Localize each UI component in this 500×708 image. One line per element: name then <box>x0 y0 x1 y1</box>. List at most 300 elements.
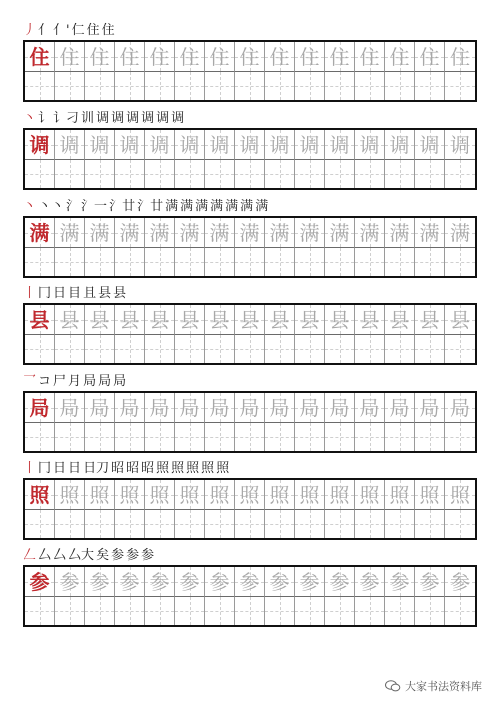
trace-character: 照 <box>359 482 380 507</box>
stroke-step: 亻 <box>38 23 52 38</box>
blank-cell[interactable] <box>145 247 175 276</box>
model-character: 满 <box>29 220 50 245</box>
blank-cell[interactable] <box>265 71 295 100</box>
blank-cell[interactable] <box>415 159 445 188</box>
stroke-step: 满 <box>165 199 179 214</box>
stroke-step: 昭 <box>141 461 155 476</box>
trace-character: 局 <box>59 395 80 420</box>
blank-cell[interactable] <box>325 422 355 451</box>
blank-cell[interactable] <box>205 334 235 363</box>
stroke-step: 日刀 <box>83 461 110 476</box>
trace-character: 照 <box>269 482 290 507</box>
grid-cell <box>175 130 205 159</box>
grid-cell <box>115 480 145 509</box>
blank-cell[interactable] <box>115 422 145 451</box>
blank-cell[interactable] <box>205 596 235 625</box>
stroke-step: 昭 <box>111 461 125 476</box>
grid-cell <box>445 393 475 422</box>
grid-cell <box>115 130 145 159</box>
stroke-step: 参 <box>111 548 125 563</box>
stroke-step: 满 <box>240 199 254 214</box>
stroke-step: 县 <box>98 286 112 301</box>
grid-cell <box>445 218 475 247</box>
grid-cell <box>355 305 385 334</box>
trace-character: 调 <box>179 132 200 157</box>
grid-cell <box>175 567 205 596</box>
trace-character: 局 <box>89 395 110 420</box>
blank-cell[interactable] <box>25 247 55 276</box>
grid-cell <box>385 567 415 596</box>
blank-cell[interactable] <box>235 334 265 363</box>
trace-character: 调 <box>239 132 260 157</box>
grid-cell <box>355 567 385 596</box>
trace-character: 参 <box>119 569 140 594</box>
grid-cell <box>55 42 85 71</box>
trace-character: 参 <box>389 569 410 594</box>
blank-cell[interactable] <box>385 509 415 538</box>
blank-cell[interactable] <box>145 71 175 100</box>
writing-grid <box>23 303 477 365</box>
trace-character: 住 <box>59 44 80 69</box>
blank-cell[interactable] <box>25 509 55 538</box>
stroke-order <box>23 285 477 303</box>
trace-character: 参 <box>419 569 440 594</box>
trace-character: 照 <box>179 482 200 507</box>
blank-cell[interactable] <box>295 509 325 538</box>
blank-cell[interactable] <box>445 247 475 276</box>
stroke-step: 冂 <box>38 461 52 476</box>
blank-cell[interactable] <box>55 71 85 100</box>
trace-character: 照 <box>329 482 350 507</box>
blank-cell[interactable] <box>295 422 325 451</box>
stroke-step: 矣 <box>96 548 110 563</box>
grid-cell <box>295 393 325 422</box>
stroke-step: 局 <box>83 374 97 389</box>
trace-character: 参 <box>329 569 350 594</box>
blank-cell[interactable] <box>55 596 85 625</box>
blank-cell[interactable] <box>325 247 355 276</box>
blank-cell[interactable] <box>235 71 265 100</box>
trace-character: 调 <box>359 132 380 157</box>
blank-cell[interactable] <box>25 71 55 100</box>
stroke-step: 照 <box>186 461 200 476</box>
grid-cell <box>55 305 85 334</box>
practice-block <box>23 110 477 190</box>
trace-character: 局 <box>179 395 200 420</box>
blank-cell[interactable] <box>55 422 85 451</box>
grid-cell <box>115 567 145 596</box>
grid-cell <box>205 305 235 334</box>
grid-cell <box>205 42 235 71</box>
blank-cell[interactable] <box>325 71 355 100</box>
watermark-text: 大家书法资料库 <box>405 680 482 693</box>
practice-block <box>23 547 477 627</box>
stroke-step: 县 <box>113 286 127 301</box>
blank-cell[interactable] <box>175 71 205 100</box>
stroke-step: 昭 <box>126 461 140 476</box>
stroke-step: 照 <box>201 461 215 476</box>
trace-character: 住 <box>149 44 170 69</box>
blank-cell[interactable] <box>175 159 205 188</box>
stroke-step: 参 <box>126 548 140 563</box>
grid-cell <box>85 305 115 334</box>
trace-character: 局 <box>269 395 290 420</box>
blank-cell[interactable] <box>145 422 175 451</box>
blank-cell[interactable] <box>355 596 385 625</box>
blank-cell[interactable] <box>175 422 205 451</box>
grid-cell <box>175 218 205 247</box>
trace-character: 照 <box>209 482 230 507</box>
blank-cell[interactable] <box>175 334 205 363</box>
blank-cell[interactable] <box>85 422 115 451</box>
grid-cell <box>205 218 235 247</box>
blank-cell[interactable] <box>295 71 325 100</box>
stroke-step: 调 <box>156 111 170 126</box>
trace-character: 县 <box>89 307 110 332</box>
blank-cell[interactable] <box>295 334 325 363</box>
trace-character: 照 <box>119 482 140 507</box>
blank-cell[interactable] <box>175 509 205 538</box>
stroke-step: 氵一 <box>81 199 108 214</box>
trace-character: 参 <box>450 569 470 594</box>
stroke-step: 氵 <box>66 199 80 214</box>
blank-cell[interactable] <box>385 71 415 100</box>
trace-character: 满 <box>299 220 320 245</box>
trace-character: 局 <box>450 395 470 420</box>
blank-cell[interactable] <box>235 422 265 451</box>
blank-cell[interactable] <box>355 334 385 363</box>
grid-cell <box>205 480 235 509</box>
grid-cell <box>385 393 415 422</box>
blank-cell[interactable] <box>415 334 445 363</box>
blank-cell[interactable] <box>325 596 355 625</box>
trace-character: 照 <box>450 482 470 507</box>
trace-character: 调 <box>299 132 320 157</box>
blank-cell[interactable] <box>265 596 295 625</box>
blank-cell[interactable] <box>145 334 175 363</box>
trace-character: 满 <box>269 220 290 245</box>
stroke-step: 调 <box>96 111 110 126</box>
blank-cell[interactable] <box>205 71 235 100</box>
trace-character: 满 <box>450 220 470 245</box>
trace-character: 满 <box>359 220 380 245</box>
grid-cell <box>175 480 205 509</box>
blank-cell[interactable] <box>415 596 445 625</box>
blank-cell[interactable] <box>205 422 235 451</box>
stroke-step: 满 <box>210 199 224 214</box>
grid-cell <box>325 567 355 596</box>
blank-cell[interactable] <box>85 247 115 276</box>
trace-character: 调 <box>89 132 110 157</box>
grid-cell <box>145 567 175 596</box>
trace-character: 调 <box>419 132 440 157</box>
blank-cell[interactable] <box>55 509 85 538</box>
blank-cell[interactable] <box>385 596 415 625</box>
grid-cell <box>415 218 445 247</box>
blank-cell[interactable] <box>325 159 355 188</box>
trace-character: 县 <box>149 307 170 332</box>
stroke-step: 氵廿 <box>109 199 136 214</box>
stroke-step: 日 <box>53 286 67 301</box>
stroke-step: 调 <box>111 111 125 126</box>
blank-cell[interactable] <box>355 509 385 538</box>
blank-cell[interactable] <box>355 247 385 276</box>
stroke-step: 住 <box>86 23 100 38</box>
stroke-step: コ <box>38 374 52 389</box>
grid-cell <box>115 393 145 422</box>
writing-grid <box>23 391 477 453</box>
trace-character: 局 <box>119 395 140 420</box>
trace-character: 满 <box>59 220 80 245</box>
grid-cell <box>55 480 85 509</box>
grid-cell <box>355 218 385 247</box>
model-character: 调 <box>29 132 50 157</box>
blank-cell[interactable] <box>415 71 445 100</box>
trace-character: 满 <box>149 220 170 245</box>
blank-cell[interactable] <box>265 159 295 188</box>
grid-cell <box>385 42 415 71</box>
blank-cell[interactable] <box>175 596 205 625</box>
stroke-step: 参 <box>141 548 155 563</box>
stroke-step: 日 <box>68 461 82 476</box>
blank-cell[interactable] <box>265 422 295 451</box>
model-character: 县 <box>29 307 50 332</box>
stroke-step: 乛 <box>23 374 37 389</box>
blank-cell[interactable] <box>55 159 85 188</box>
trace-character: 局 <box>329 395 350 420</box>
model-character: 照 <box>29 482 50 507</box>
blank-cell[interactable] <box>145 596 175 625</box>
stroke-order <box>23 110 477 128</box>
grid-cell <box>415 480 445 509</box>
blank-cell[interactable] <box>115 596 145 625</box>
blank-cell[interactable] <box>175 247 205 276</box>
grid-cell <box>25 480 55 509</box>
blank-cell[interactable] <box>235 509 265 538</box>
blank-cell[interactable] <box>265 509 295 538</box>
blank-cell[interactable] <box>145 509 175 538</box>
grid-cell <box>385 218 415 247</box>
blank-cell[interactable] <box>235 596 265 625</box>
stroke-step: 目 <box>68 286 82 301</box>
blank-cell[interactable] <box>445 422 475 451</box>
writing-grid <box>23 565 477 627</box>
trace-character: 县 <box>299 307 320 332</box>
trace-character: 参 <box>239 569 260 594</box>
grid-cell <box>85 480 115 509</box>
blank-cell[interactable] <box>415 247 445 276</box>
trace-character: 调 <box>149 132 170 157</box>
trace-character: 局 <box>389 395 410 420</box>
practice-block <box>23 198 477 278</box>
grid-cell <box>265 305 295 334</box>
trace-character: 住 <box>209 44 230 69</box>
blank-cell[interactable] <box>385 159 415 188</box>
grid-cell <box>415 305 445 334</box>
grid-cell <box>25 42 55 71</box>
grid-cell <box>25 567 55 596</box>
trace-character: 照 <box>59 482 80 507</box>
stroke-order <box>23 460 477 478</box>
grid-cell <box>25 130 55 159</box>
stroke-step: 照 <box>171 461 185 476</box>
stroke-step: 满 <box>255 199 269 214</box>
grid-cell <box>295 305 325 334</box>
blank-cell[interactable] <box>145 159 175 188</box>
trace-character: 局 <box>419 395 440 420</box>
stroke-step: 住 <box>101 23 115 38</box>
blank-cell[interactable] <box>325 334 355 363</box>
blank-cell[interactable] <box>115 509 145 538</box>
blank-cell[interactable] <box>445 334 475 363</box>
trace-character: 局 <box>239 395 260 420</box>
trace-character: 县 <box>419 307 440 332</box>
trace-character: 参 <box>269 569 290 594</box>
model-character: 住 <box>29 44 50 69</box>
grid-cell <box>355 480 385 509</box>
blank-cell[interactable] <box>415 509 445 538</box>
trace-character: 住 <box>419 44 440 69</box>
trace-character: 局 <box>359 395 380 420</box>
trace-character: 满 <box>389 220 410 245</box>
trace-character: 满 <box>89 220 110 245</box>
practice-block <box>23 460 477 540</box>
writing-grid <box>23 478 477 540</box>
blank-cell[interactable] <box>25 422 55 451</box>
grid-cell <box>445 480 475 509</box>
trace-character: 调 <box>59 132 80 157</box>
grid-cell <box>415 42 445 71</box>
trace-character: 县 <box>269 307 290 332</box>
grid-cell <box>85 567 115 596</box>
blank-cell[interactable] <box>115 247 145 276</box>
grid-cell <box>325 305 355 334</box>
grid-cell <box>325 42 355 71</box>
grid-cell <box>175 393 205 422</box>
grid-cell <box>265 42 295 71</box>
grid-cell <box>325 393 355 422</box>
stroke-step: 调 <box>171 111 185 126</box>
blank-cell[interactable] <box>355 71 385 100</box>
stroke-step: 丶 <box>23 199 37 214</box>
trace-character: 县 <box>450 307 470 332</box>
blank-cell[interactable] <box>445 71 475 100</box>
blank-cell[interactable] <box>295 596 325 625</box>
blank-cell[interactable] <box>85 596 115 625</box>
blank-cell[interactable] <box>205 247 235 276</box>
blank-cell[interactable] <box>265 334 295 363</box>
blank-cell[interactable] <box>55 334 85 363</box>
blank-cell[interactable] <box>85 509 115 538</box>
trace-character: 局 <box>299 395 320 420</box>
grid-cell <box>265 130 295 159</box>
blank-cell[interactable] <box>355 422 385 451</box>
stroke-order <box>23 22 477 40</box>
stroke-step: 丨 <box>23 286 37 301</box>
blank-cell[interactable] <box>25 159 55 188</box>
trace-character: 照 <box>149 482 170 507</box>
blank-cell[interactable] <box>265 247 295 276</box>
stroke-step: 丨 <box>23 461 37 476</box>
writing-grid <box>23 216 477 278</box>
stroke-step: 亻' <box>53 23 70 38</box>
blank-cell[interactable] <box>385 422 415 451</box>
trace-character: 调 <box>209 132 230 157</box>
trace-character: 参 <box>209 569 230 594</box>
stroke-step: 满 <box>225 199 239 214</box>
stroke-step: 丶 <box>23 111 37 126</box>
grid-cell <box>385 480 415 509</box>
stroke-step: 且 <box>83 286 97 301</box>
blank-cell[interactable] <box>385 334 415 363</box>
model-character: 局 <box>29 395 50 420</box>
blank-cell[interactable] <box>445 509 475 538</box>
blank-cell[interactable] <box>355 159 385 188</box>
blank-cell[interactable] <box>205 159 235 188</box>
blank-cell[interactable] <box>25 596 55 625</box>
stroke-step: 厶 <box>53 548 67 563</box>
trace-character: 住 <box>269 44 290 69</box>
grid-cell <box>265 567 295 596</box>
stroke-step: 𠃋 <box>23 548 37 563</box>
blank-cell[interactable] <box>115 71 145 100</box>
trace-character: 照 <box>299 482 320 507</box>
blank-cell[interactable] <box>445 159 475 188</box>
trace-character: 满 <box>209 220 230 245</box>
practice-block <box>23 285 477 365</box>
grid-cell <box>325 218 355 247</box>
blank-cell[interactable] <box>85 159 115 188</box>
blank-cell[interactable] <box>85 71 115 100</box>
trace-character: 参 <box>359 569 380 594</box>
blank-cell[interactable] <box>25 334 55 363</box>
grid-cell <box>415 130 445 159</box>
writing-grid <box>23 128 477 190</box>
blank-cell[interactable] <box>325 509 355 538</box>
stroke-step: 丿 <box>23 23 37 38</box>
trace-character: 参 <box>59 569 80 594</box>
trace-character: 照 <box>389 482 410 507</box>
blank-cell[interactable] <box>205 509 235 538</box>
stroke-order <box>23 373 477 391</box>
blank-cell[interactable] <box>385 247 415 276</box>
trace-character: 住 <box>359 44 380 69</box>
grid-cell <box>145 130 175 159</box>
blank-cell[interactable] <box>55 247 85 276</box>
stroke-step: 氵廿 <box>137 199 164 214</box>
grid-cell <box>325 480 355 509</box>
trace-character: 住 <box>89 44 110 69</box>
blank-cell[interactable] <box>235 247 265 276</box>
grid-cell <box>295 218 325 247</box>
grid-cell <box>235 305 265 334</box>
trace-character: 县 <box>209 307 230 332</box>
blank-cell[interactable] <box>115 159 145 188</box>
blank-cell[interactable] <box>115 334 145 363</box>
grid-cell <box>235 480 265 509</box>
blank-cell[interactable] <box>295 159 325 188</box>
blank-cell[interactable] <box>85 334 115 363</box>
stroke-step: 照 <box>216 461 230 476</box>
blank-cell[interactable] <box>445 596 475 625</box>
blank-cell[interactable] <box>295 247 325 276</box>
blank-cell[interactable] <box>415 422 445 451</box>
grid-cell <box>445 130 475 159</box>
grid-cell <box>145 305 175 334</box>
grid-cell <box>295 480 325 509</box>
stroke-step: 训 <box>81 111 95 126</box>
blank-cell[interactable] <box>235 159 265 188</box>
